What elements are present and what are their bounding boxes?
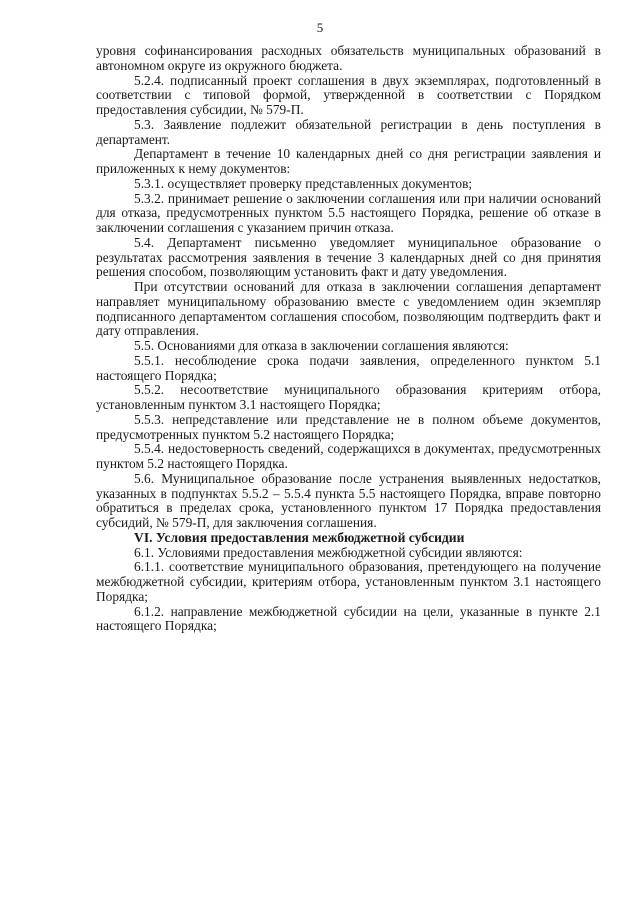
paragraph: 5.6. Муниципальное образование после устранения выявленных недостатков, указанных в подпунктах 5.5.2 – 5.5.4 пункта 5.5 настоящего Порядка, вправе повторно обратиться в пределах срока, установленного пунктом 17 Порядка предоставления субсидий, № 579-П, для заключения соглашения. <box>96 470 601 530</box>
page-number: 5 <box>316 20 324 35</box>
paragraph: 6.1.2. направление межбюджетной субсидии на цели, указанные в пункте 2.1 настоящего Порядка; <box>96 603 601 634</box>
section-heading: VI. Условия предоставления межбюджетной субсидии <box>134 529 465 545</box>
paragraph: При отсутствии оснований для отказа в заключении соглашения департамент направляет муниципальному образованию вместе с уведомлением один экземпляр подписанного департаментом соглашения способом, позволяющим подтвердить факт и дату отправления. <box>96 279 601 339</box>
paragraph: 6.1.1. соответствие муниципального образования, претендующего на получение межбюджетной субсидии, критериям отбора, установленным пунктом 3.1 настоящего Порядка; <box>96 559 601 604</box>
document-body <box>96 44 601 634</box>
paragraph: 5.3. Заявление подлежит обязательной регистрации в день поступления в департамент. <box>96 116 601 147</box>
paragraph: 5.3.2. принимает решение о заключении соглашения или при наличии оснований для отказа, предусмотренных пунктом 5.5 настоящего Порядка, решение об отказе в заключении соглашения с указанием причин отказа. <box>96 190 601 235</box>
paragraph: 5.5. Основаниями для отказа в заключении соглашения являются: <box>134 338 509 353</box>
paragraph: 5.5.2. несоответствие муниципального образования критериям отбора, установленным пунктом 3.1 настоящего Порядка; <box>96 382 601 412</box>
paragraph: 5.5.1. несоблюдение срока подачи заявления, определенного пунктом 5.1 настоящего Порядка; <box>96 352 601 383</box>
paragraph: 5.5.4. недостоверность сведений, содержащихся в документах, предусмотренных пунктом 5.2 настоящего Порядка. <box>96 441 601 471</box>
paragraph: уровня софинансирования расходных обязательств муниципальных образований в автономном округе из окружного бюджета. <box>96 43 601 73</box>
paragraph: 5.2.4. подписанный проект соглашения в двух экземплярах, подготовленный в соответствии с типовой формой, утвержденной в соответствии с Порядком предоставления субсидии, № 579-П. <box>96 72 601 117</box>
paragraph: Департамент в течение 10 календарных дней со дня регистрации заявления и приложенных к нему документов: <box>96 146 601 176</box>
paragraph: 5.5.3. непредставление или представление не в полном объеме документов, предусмотренных пунктом 5.2 настоящего Порядка; <box>96 411 601 442</box>
paragraph: 5.4. Департамент письменно уведомляет муниципальное образование о результатах рассмотрения заявления в течение 3 календарных дней со дня принятия решения способом, позволяющим установить факт и дату уведомления. <box>96 234 601 280</box>
paragraph: 5.3.1. осуществляет проверку представленных документов; <box>134 175 473 191</box>
paragraph: 6.1. Условиями предоставления межбюджетной субсидии являются: <box>134 544 523 560</box>
